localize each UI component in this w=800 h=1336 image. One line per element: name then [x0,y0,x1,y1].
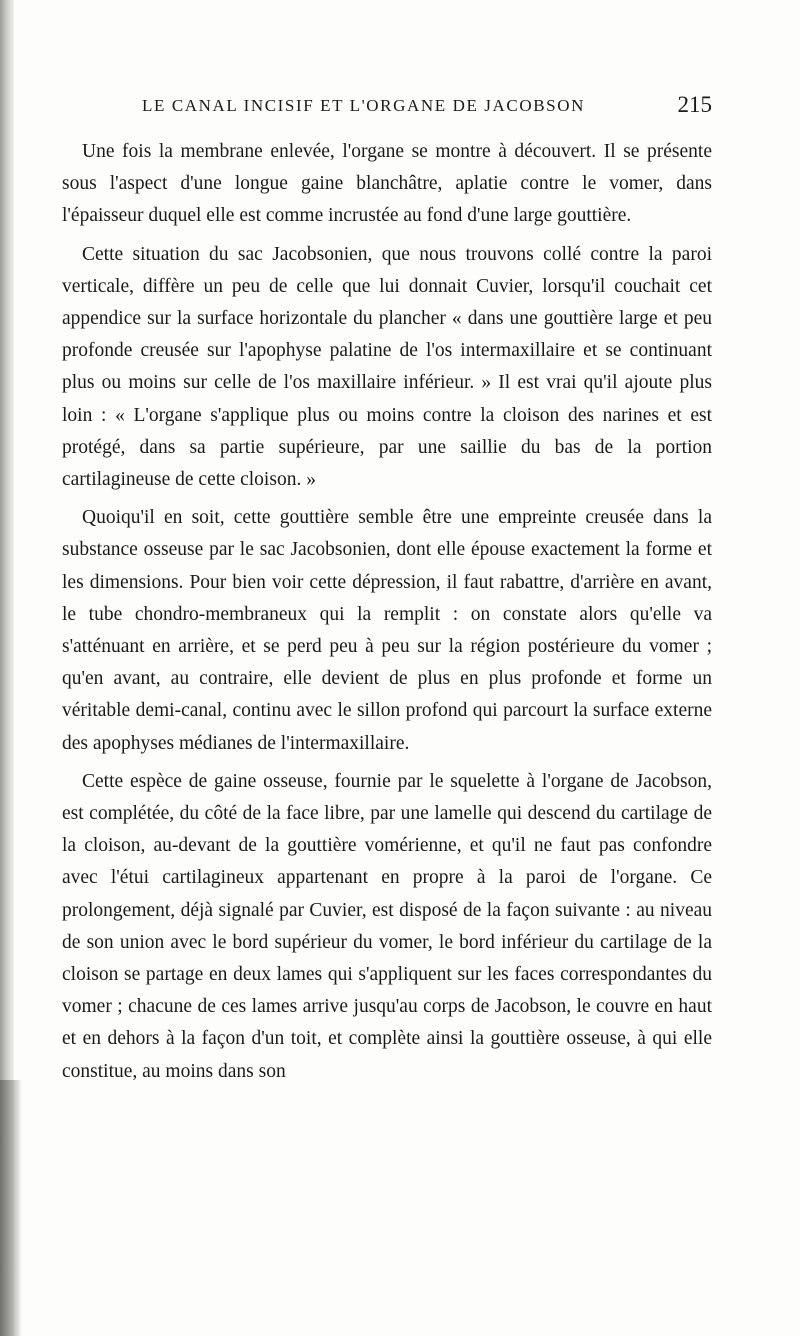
paragraph-4: Cette espèce de gaine osseuse, fournie par le squelette à l'organe de Jacobson, est complétée, du côté de la face libre, par une lamelle qui descend du cartilage de la cloison, au-devant de la gouttière vomérienne, et qu'il ne faut pas confondre avec l'étui cartilagineux appartenant en propre à la paroi de l'organe. Ce prolongement, déjà signalé par Cuvier, est disposé de la façon suivante : au niveau de son union avec le bord supérieur du vomer, le bord inférieur du cartilage de la cloison se partage en deux lames qui s'appliquent sur les faces correspondantes du vomer ; chacune de ces lames arrive jusqu'au corps de Jacobson, le couvre en haut et en dehors à la façon d'un toit, et complète ainsi la gouttière osseuse, à qui elle constitue, au moins dans son [62,770,712,1082]
page-header [62,92,712,128]
book-page [62,92,712,1088]
running-title: LE CANAL INCISIF ET L'ORGANE DE JACOBSON [142,96,585,115]
page-number: 215 [677,92,712,117]
paragraph-3: Quoiqu'il en soit, cette gouttière semble être une empreinte creusée dans la substance osseuse par le sac Jacobsonien, dont elle épouse exactement la forme et les dimensions. Pour bien voir cette dépression, il faut rabattre, d'arrière en avant, le tube chondro-membraneux qui la remplit : on constate alors qu'elle va s'atténuant en arrière, et se perd peu à peu sur la région postérieure du vomer ; qu'en avant, au contraire, elle devient de plus en plus profonde et forme un véritable demi-canal, continu avec le sillon profond qui parcourt la surface externe des apophyses médianes de l'intermaxillaire. [62,507,712,754]
book-spine-shadow-bottom [0,1080,22,1336]
paragraph-1: Une fois la membrane enlevée, l'organe se montre à découvert. Il se présente sous l'aspect d'une longue gaine blanchâtre, aplatie contre le vomer, dans l'épaisseur duquel elle est comme incrustée au fond d'une large gouttière. [62,141,712,227]
paragraph-2: Cette situation du sac Jacobsonien, que nous trouvons collé contre la paroi verticale, diffère un peu de celle que lui donnait Cuvier, lorsqu'il couchait cet appendice sur la surface horizontale du plancher « dans une gouttière large et peu profonde creusée sur l'apophyse palatine de l'os intermaxillaire et se continuant plus ou moins sur celle de l'os maxillaire inférieur. » Il est vrai qu'il ajoute plus loin : « L'organe s'applique plus ou moins contre la cloison des narines et est protégé, dans sa partie supérieure, par une saillie du bas de la portion cartilagineuse de cette cloison. » [62,243,712,491]
page-body [62,136,712,1088]
